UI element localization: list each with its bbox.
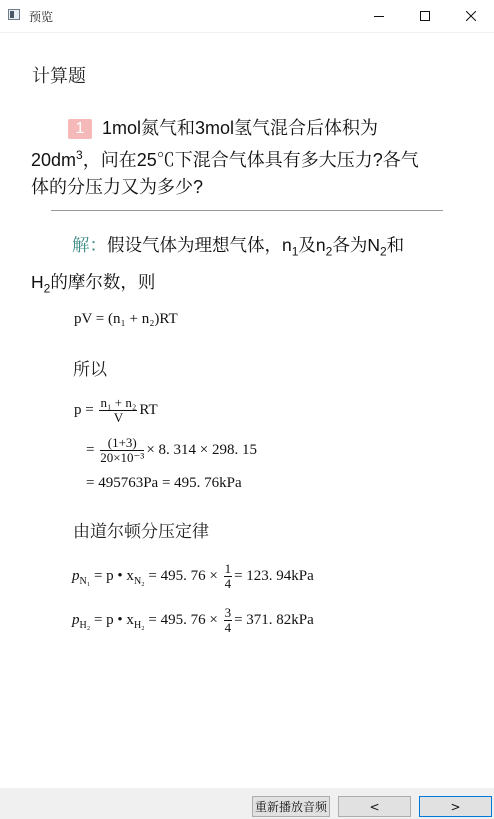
question-part2b: ，问在25℃下混合气体具有多大压力?各气	[82, 150, 419, 170]
three-quarters-denominator: 4	[224, 620, 232, 635]
question-sup: 3	[76, 148, 83, 162]
dalton-law-text: 由道尔顿分压定律	[73, 522, 209, 542]
h2-result: = 371. 82kPa	[234, 611, 314, 628]
h2-gas-symbol: H	[31, 271, 44, 292]
fraction-values-denominator: 20×10⁻³	[100, 450, 145, 465]
fraction-denominator: V	[113, 410, 124, 425]
h2-gas-sub: 2	[43, 281, 51, 295]
next-button[interactable]: >	[419, 796, 492, 817]
n1-sub: 1	[291, 244, 299, 259]
close-button[interactable]	[448, 0, 494, 32]
maximize-icon	[420, 11, 430, 21]
section-heading: 计算题	[32, 66, 86, 87]
question-part3: 体的分压力又为多少?	[31, 177, 204, 197]
n2-result: = 123. 94kPa	[234, 567, 314, 584]
pressure-result: = 495763Pa = 495. 76kPa	[86, 475, 242, 491]
answer-label: 解：	[72, 236, 107, 256]
fraction-n-over-v	[99, 396, 137, 425]
fraction-numerator: n₁ + n₂	[100, 395, 137, 410]
question-part1: 1mol氮气和3mol氢气混合后体积为	[102, 118, 379, 138]
question-text	[31, 115, 461, 201]
fraction-values	[100, 436, 144, 465]
rt-term: RT	[139, 401, 158, 418]
h2-value-expression: = 495. 76 ×	[148, 611, 218, 628]
preview-content	[0, 32, 494, 788]
p-symbol-h2: p	[72, 611, 80, 628]
p-times-x: = p • x	[93, 567, 134, 584]
partial-pressure-n2	[72, 562, 314, 591]
minimize-icon	[374, 11, 384, 21]
fraction-three-quarters	[224, 606, 233, 635]
n2-gas-symbol: N	[367, 235, 380, 255]
pressure-formula	[74, 396, 158, 425]
answer-text1: 假设气体为理想气体，	[107, 236, 282, 256]
ideal-gas-equation: pV = (n₁ + n₂)RT	[74, 311, 178, 327]
xn-sub: N₂	[133, 575, 145, 587]
partial-pressure-h2	[72, 606, 314, 635]
fraction-values-numerator: (1+3)	[100, 436, 144, 451]
n2-sub: 2	[325, 244, 333, 259]
suoyi-text: 所以	[73, 360, 107, 380]
multiplication-terms: × 8. 314 × 298. 15	[146, 441, 257, 458]
minimize-button[interactable]	[356, 0, 402, 32]
maximize-button[interactable]	[402, 0, 448, 32]
fraction-one-quarter	[224, 562, 233, 591]
replay-audio-button[interactable]: 重新播放音频	[252, 796, 330, 817]
pressure-substitution	[86, 436, 257, 465]
window-title: 预览	[29, 10, 54, 24]
answer-text3: 的摩尔数，则	[50, 272, 156, 293]
bottom-toolbar	[0, 788, 494, 819]
n1-symbol: n	[282, 235, 292, 255]
close-icon	[466, 11, 476, 21]
answer-text	[31, 230, 461, 303]
title-bar	[0, 0, 494, 33]
answer-text2: 各为	[332, 236, 368, 256]
one-quarter-numerator: 1	[224, 561, 232, 576]
question-part2a: 20dm	[31, 150, 77, 170]
previous-button[interactable]: <	[338, 796, 411, 817]
n2-symbol: n	[315, 235, 326, 255]
n2-gas-sub: 2	[379, 244, 387, 259]
pn-sub: N₁	[79, 575, 91, 587]
p-symbol: p	[72, 567, 80, 584]
one-quarter-denominator: 4	[224, 576, 232, 591]
divider	[51, 210, 443, 211]
he-text: 和	[386, 236, 405, 256]
p-times-x-h2: = p • x	[93, 611, 134, 628]
question-number-badge: 1	[68, 119, 92, 139]
app-window-icon	[8, 9, 20, 20]
xh-sub: H₂	[133, 619, 145, 631]
three-quarters-numerator: 3	[224, 605, 232, 620]
n2-value-expression: = 495. 76 ×	[148, 567, 218, 584]
ph-sub: H₂	[79, 619, 91, 631]
equals-sign: =	[86, 441, 95, 458]
and-text: 及	[298, 236, 316, 256]
p-equals: p =	[74, 401, 94, 418]
